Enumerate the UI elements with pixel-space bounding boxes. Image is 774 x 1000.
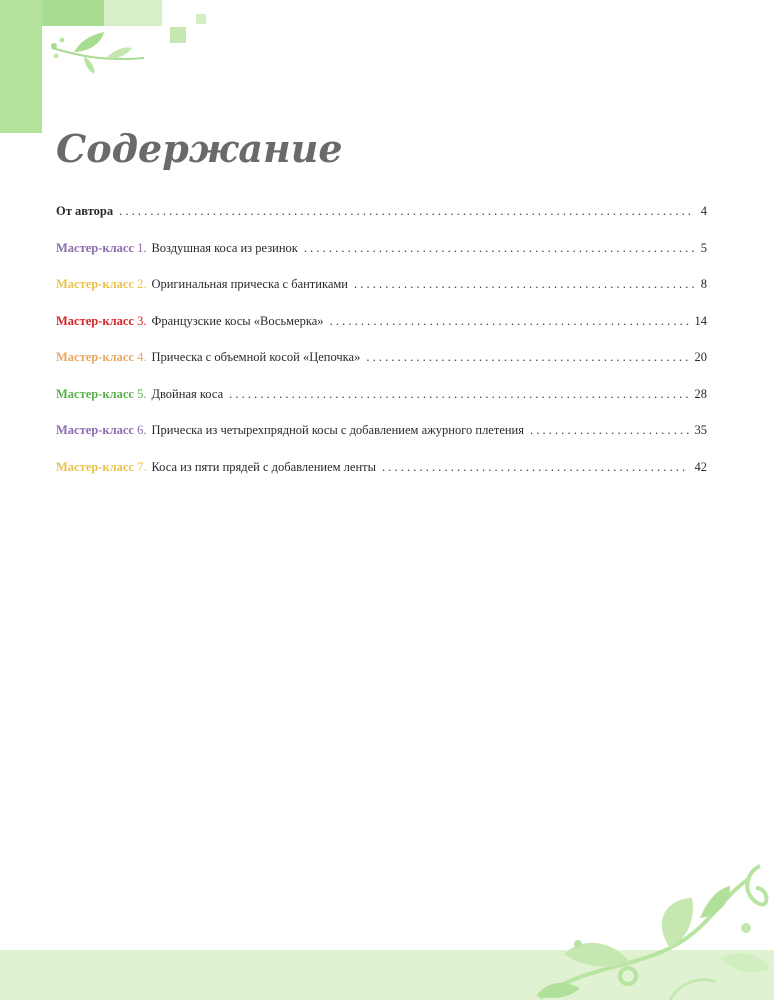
master-class-number: 1. bbox=[137, 240, 147, 255]
toc-entry[interactable] bbox=[56, 277, 707, 314]
toc-page-number: 8 bbox=[700, 277, 707, 291]
toc-master-class-label bbox=[56, 460, 146, 475]
toc-page-number: 35 bbox=[694, 423, 707, 437]
toc-master-class-label bbox=[56, 350, 146, 365]
master-class-number: 6. bbox=[137, 423, 147, 437]
floral-ornament-icon bbox=[520, 858, 774, 1000]
toc-master-class-label bbox=[56, 314, 146, 329]
corner-square-small-2 bbox=[196, 14, 206, 24]
toc-entry[interactable] bbox=[56, 314, 707, 351]
dot-leader bbox=[119, 204, 695, 219]
master-class-word: Мастер-класс bbox=[56, 350, 134, 364]
toc-page-number: 5 bbox=[700, 240, 707, 255]
toc-entry-title: Французские косы «Восьмерка» bbox=[151, 313, 324, 328]
leaf-sprig-icon bbox=[44, 28, 154, 76]
toc-master-class-label bbox=[56, 241, 146, 256]
dot-leader bbox=[354, 277, 695, 292]
toc-entry-title: Воздушная коса из резинок bbox=[151, 240, 298, 255]
master-class-number: 4. bbox=[137, 350, 147, 364]
toc-entry[interactable] bbox=[56, 423, 707, 460]
dot-leader bbox=[366, 350, 688, 365]
toc-entry-title: Прическа с объемной косой «Цепочка» bbox=[151, 350, 361, 364]
master-class-word: Мастер-класс bbox=[56, 240, 134, 255]
toc-entry[interactable] bbox=[56, 460, 707, 497]
toc-page-number: 14 bbox=[694, 313, 707, 328]
master-class-number: 7. bbox=[137, 459, 147, 474]
master-class-word: Мастер-класс bbox=[56, 459, 134, 474]
table-of-contents bbox=[56, 204, 707, 496]
toc-entry-title: Оригинальная прическа с бантиками bbox=[151, 277, 348, 291]
toc-entry[interactable] bbox=[56, 350, 707, 387]
dot-leader bbox=[382, 460, 688, 475]
toc-entry-title: Коса из пяти прядей с добавлением ленты bbox=[151, 459, 377, 474]
corner-bar-light bbox=[104, 0, 162, 26]
toc-master-class-label bbox=[56, 387, 146, 402]
toc-entry-title: Двойная коса bbox=[151, 386, 224, 401]
page-title: Содержание bbox=[56, 126, 343, 171]
dot-leader bbox=[330, 314, 689, 329]
master-class-number: 5. bbox=[137, 386, 147, 401]
toc-entry[interactable] bbox=[56, 204, 707, 241]
toc-entry[interactable] bbox=[56, 387, 707, 424]
master-class-number: 3. bbox=[137, 313, 147, 328]
toc-master-class-label bbox=[56, 423, 146, 438]
master-class-number: 2. bbox=[137, 277, 147, 291]
corner-bar-dark bbox=[42, 0, 104, 26]
toc-page-number: 42 bbox=[694, 459, 707, 474]
toc-page-number: 20 bbox=[694, 350, 707, 364]
dot-leader bbox=[530, 423, 689, 438]
toc-entry-title: От автора bbox=[56, 204, 114, 218]
toc-page-number: 4 bbox=[700, 204, 707, 218]
dot-leader bbox=[304, 241, 695, 256]
toc-page-number: 28 bbox=[694, 386, 707, 401]
master-class-word: Мастер-класс bbox=[56, 277, 134, 291]
toc-entry-title: Прическа из четырехпрядной косы с добавлением ажурного плетения bbox=[151, 423, 524, 437]
corner-square-big bbox=[0, 0, 42, 133]
corner-square-small-1 bbox=[170, 27, 186, 43]
dot-leader bbox=[229, 387, 688, 402]
master-class-word: Мастер-класс bbox=[56, 313, 134, 328]
master-class-word: Мастер-класс bbox=[56, 386, 134, 401]
toc-entry[interactable] bbox=[56, 241, 707, 278]
toc-master-class-label bbox=[56, 277, 146, 292]
master-class-word: Мастер-класс bbox=[56, 423, 134, 437]
